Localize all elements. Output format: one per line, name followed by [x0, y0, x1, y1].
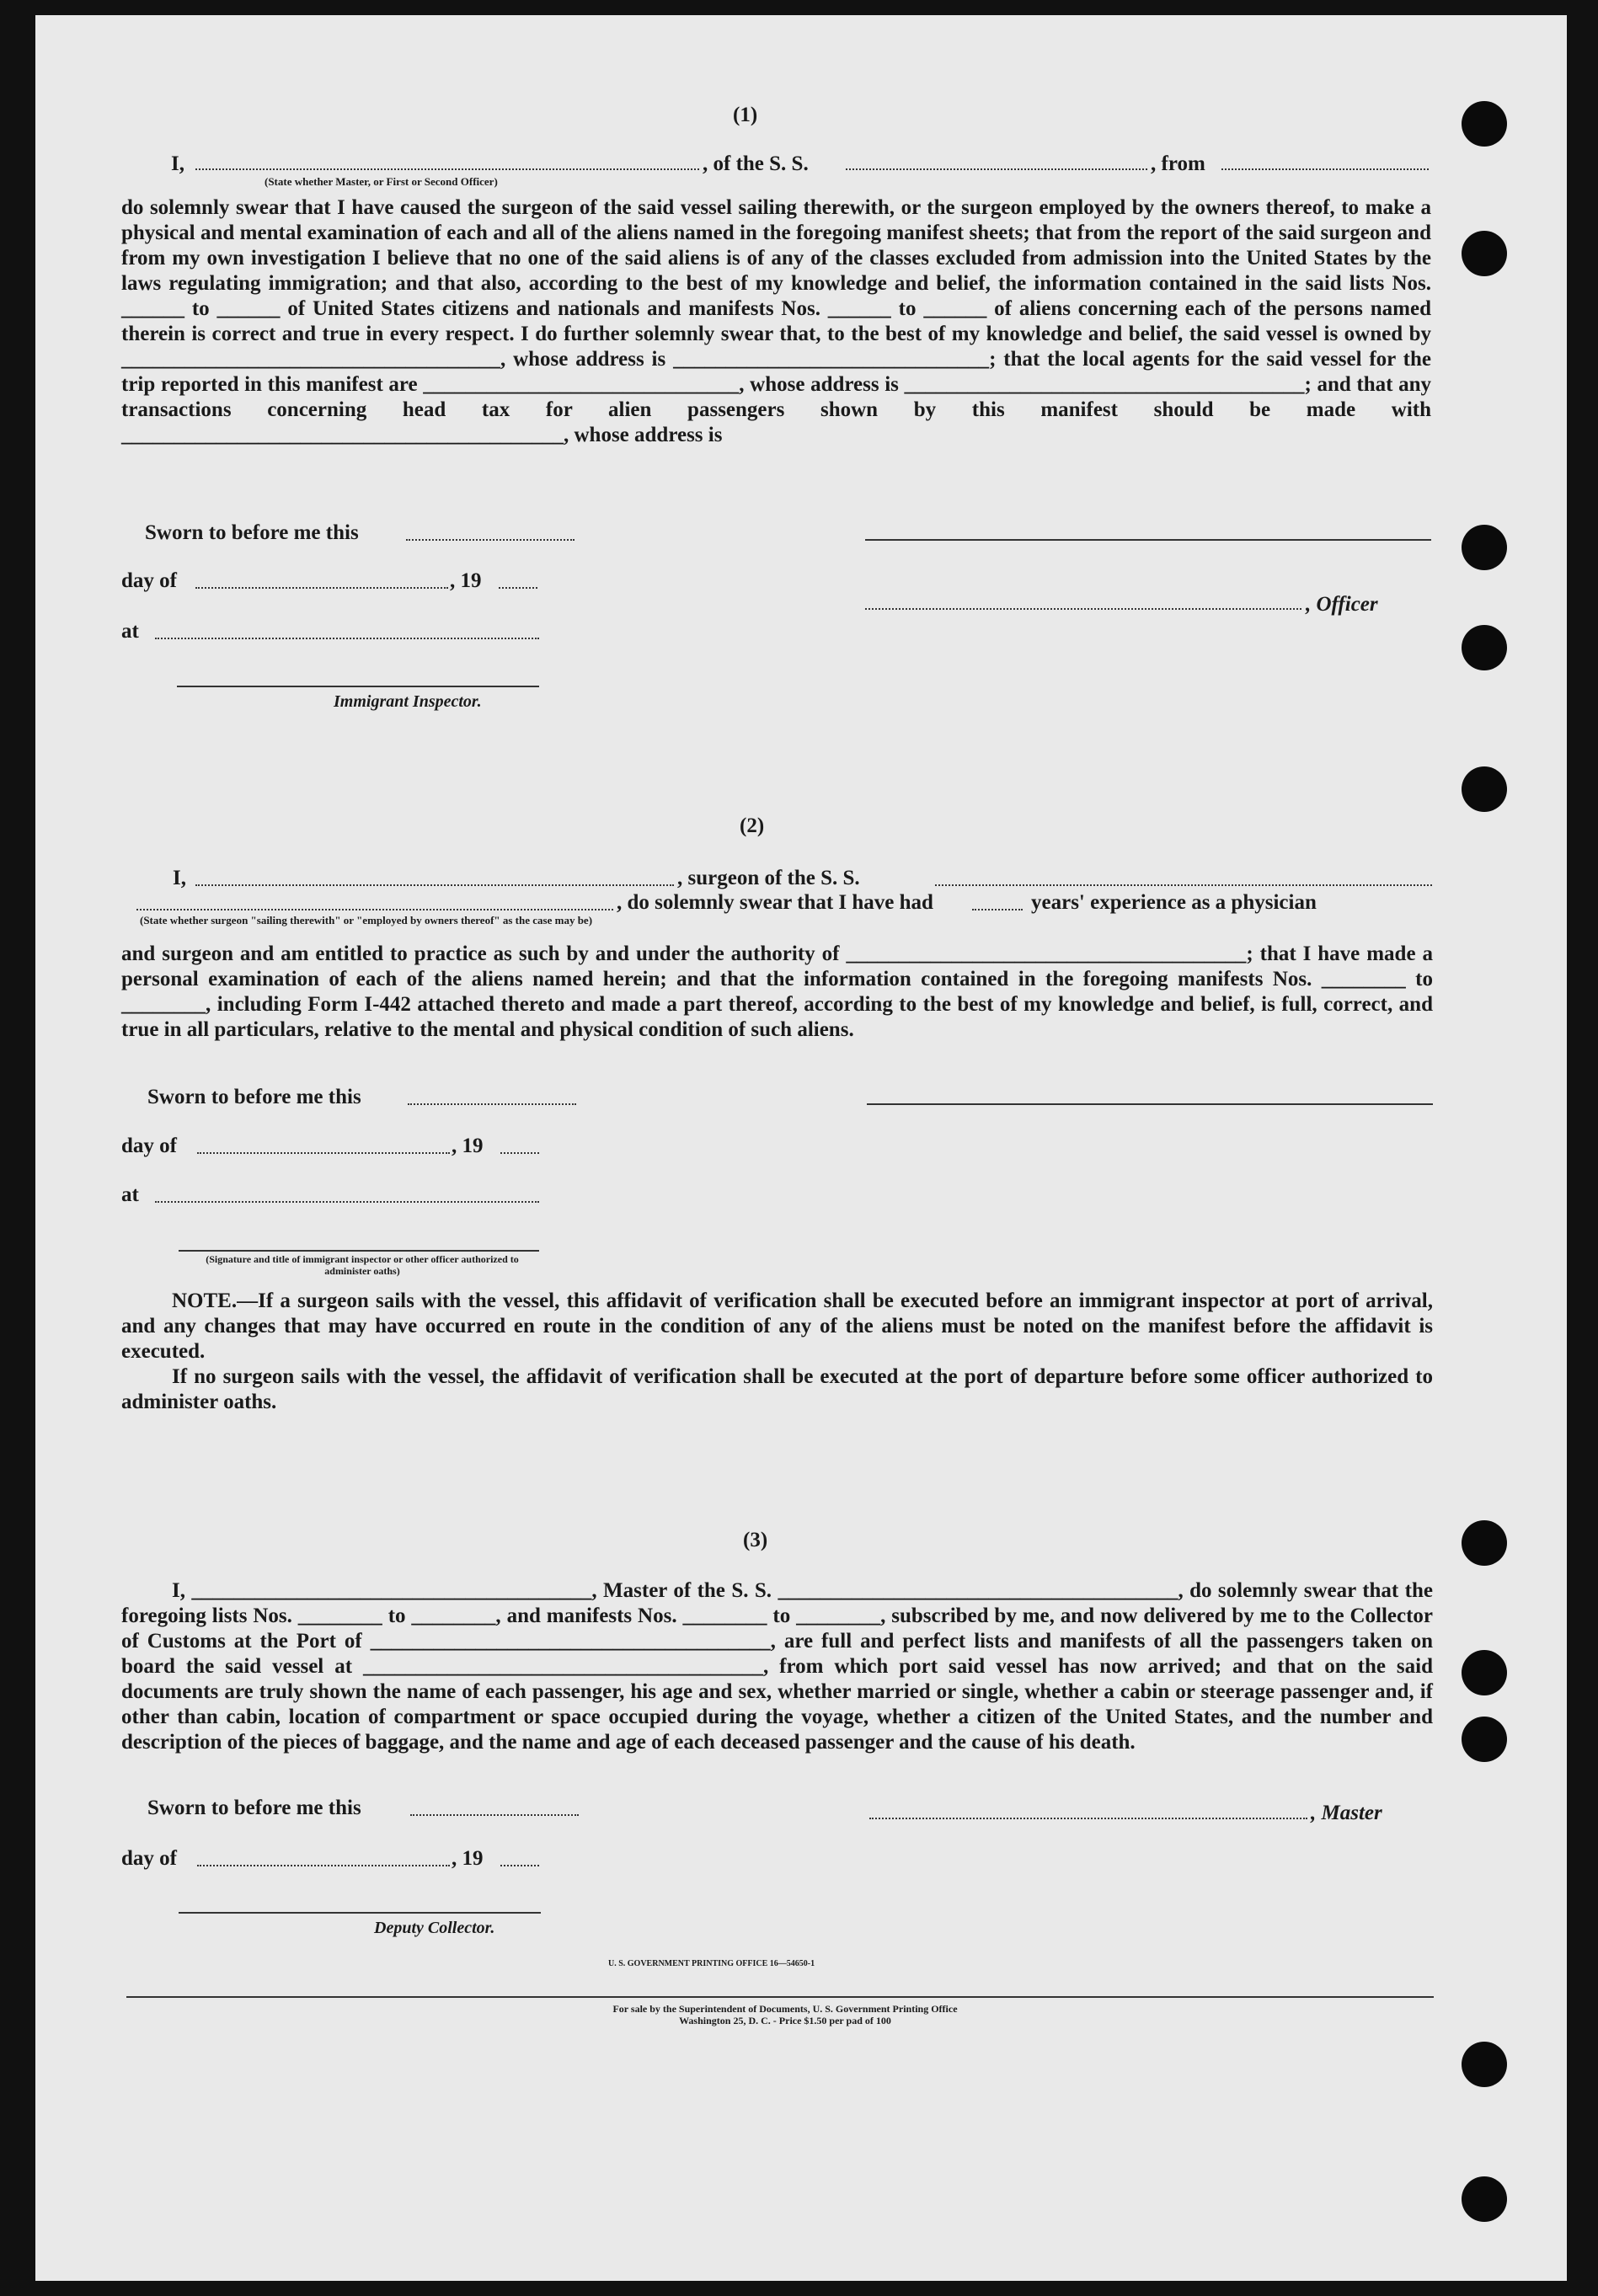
s2-year-field[interactable]	[500, 1152, 539, 1154]
s2-sworn-field[interactable]	[408, 1103, 576, 1105]
section-2-heading: (2)	[740, 814, 765, 837]
s2-ship-name-field[interactable]	[935, 884, 1432, 886]
s1-from-label: , from	[1151, 152, 1205, 175]
s1-at-label: at	[121, 620, 139, 643]
s2-day-of-label: day of	[121, 1135, 177, 1157]
s3-day-of-label: day of	[121, 1847, 177, 1870]
s1-sworn-field[interactable]	[406, 539, 575, 541]
s2-status-field[interactable]	[136, 909, 613, 910]
s3-deputy-label: Deputy Collector.	[374, 1919, 495, 1937]
punch-hole-4	[1462, 625, 1507, 670]
punch-hole-9	[1462, 2042, 1507, 2087]
s3-oath-paragraph: I, ______________________________________, Master of the S. S. ______________________________________, do solemnly swear that the foregoing lists Nos. ________ to ________, and manifests Nos. ________ to ________, subscribed by me, and now delivered by me to the Collector of Customs at the Port of ______________________________________, are full and perfect lists and manifests of all the passengers taken on board the said vessel at ______________________________________, from which port said vessel has now arrived; and that on the said documents are truly shown the name of each passenger, his age and sex, whether married or single, whether a cabin or steerage passenger and, if other than cabin, location of compartment or space occupied during the voyage, whether a citizen of the United States, and the number and description of the pieces of baggage, and the name and age of each deceased passenger and the cause of his death.	[121, 1579, 1433, 1754]
s1-oath-paragraph: do solemnly swear that I have caused the surgeon of the said vessel sailing therewith, or the surgeon employed by the owners thereof, to make a physical and mental examination of each and all of the aliens named in the foregoing manifest sheets; that from the report of the said surgeon and from my own investigation I believe that no one of the said aliens is of any of the classes excluded from admission into the United States by the laws regulating immigration; and that also, according to the best of my knowledge and belief, the information contained in the said lists Nos. ______ to ______ of United States citizens and nationals and manifests Nos. ______ to ______ of aliens concerning each of the persons named therein is correct and true in every respect. I do further solemnly swear that, to the best of my knowledge and belief, the said vessel is owned by ____________________________________, whose address is ______________________________; that the local agents for the said vessel for the trip reported in this manifest are ______________________________, whose address is ______________________________________; and that any transactions concerning head tax for alien passengers shown by this manifest should be made with __________________________________________, whose address is	[121, 196, 1431, 446]
s2-oath-paragraph: and surgeon and am entitled to practice as such by and under the authority of ______________________________________; that I have made a personal examination of each of the aliens named herein; and that the information contained in the foregoing manifests Nos. ________ to ________, including Form I-442 attached thereto and made a part thereof, according to the best of my knowledge and belief, is full, correct, and true in all particulars, relative to the mental and physical condition of such aliens.	[121, 942, 1433, 1041]
s1-day-field[interactable]	[195, 587, 448, 589]
s1-of-ss-label: , of the S. S.	[703, 152, 809, 175]
gpo-imprint: U. S. GOVERNMENT PRINTING OFFICE 16—54650-1	[608, 1959, 815, 1968]
sale-notice: For sale by the Superintendent of Documents, U. S. Government Printing Office Washington 25, D. C. - Price $1.50 per pad of 100	[612, 2003, 958, 2026]
s1-officer-note: (State whether Master, or First or Second Officer)	[265, 175, 498, 188]
s2-sworn-label: Sworn to before me this	[147, 1086, 361, 1108]
document-page	[35, 15, 1567, 2281]
s3-sworn-field[interactable]	[410, 1814, 579, 1816]
punch-hole-8	[1462, 1717, 1507, 1762]
s2-years-field[interactable]	[972, 909, 1023, 910]
s2-signature-note: (Signature and title of immigrant inspector or other officer authorized to administer oaths)	[206, 1253, 519, 1277]
s2-year-label: , 19	[452, 1135, 484, 1157]
s3-year-label: , 19	[452, 1847, 484, 1870]
punch-hole-5	[1462, 766, 1507, 812]
punch-hole-2	[1462, 231, 1507, 276]
s3-day-field[interactable]	[197, 1865, 450, 1866]
footer-rule	[126, 1996, 1434, 1998]
s2-note-1: NOTE.—If a surgeon sails with the vessel, this affidavit of verification shall be executed before an immigrant inspector at port of arrival, and any changes that may have occurred en route in the condition of any of the aliens must be noted on the manifest before the affidavit is executed.	[121, 1289, 1433, 1363]
s1-i-label: I,	[171, 152, 184, 175]
s1-officer-signature-line[interactable]	[865, 539, 1431, 541]
s2-at-field[interactable]	[155, 1201, 539, 1203]
s2-day-field[interactable]	[197, 1152, 450, 1154]
section-3-heading: (3)	[743, 1529, 768, 1551]
s2-surgeon-note: (State whether surgeon "sailing therewith" or "employed by owners thereof" as the case may be)	[140, 914, 593, 926]
s1-officer-field[interactable]	[865, 608, 1301, 610]
punch-hole-7	[1462, 1650, 1507, 1695]
s1-from-field[interactable]	[1221, 168, 1429, 170]
s2-i-label: I,	[173, 867, 186, 889]
s3-year-field[interactable]	[500, 1865, 539, 1866]
s2-at-label: at	[121, 1183, 139, 1206]
s2-swear-label: , do solemnly swear that I have had	[617, 891, 933, 914]
s2-surgeon-name-field[interactable]	[195, 884, 674, 886]
section-1-heading: (1)	[733, 104, 758, 126]
s1-at-field[interactable]	[155, 638, 539, 639]
s2-surgeon-signature-line[interactable]	[867, 1103, 1433, 1105]
s2-inspector-signature-line[interactable]	[179, 1250, 539, 1252]
s3-master-signature-field[interactable]	[869, 1818, 1307, 1819]
s2-note-2: If no surgeon sails with the vessel, the affidavit of verification shall be executed at the port of departure before some officer authorized to administer oaths.	[121, 1365, 1433, 1413]
s1-year-label: , 19	[450, 569, 482, 592]
s3-master-label: , Master	[1311, 1802, 1382, 1824]
s1-inspector-label: Immigrant Inspector.	[334, 692, 482, 711]
s2-surgeon-of-label: , surgeon of the S. S.	[677, 867, 860, 889]
s1-ship-name-field[interactable]	[846, 168, 1147, 170]
punch-hole-1	[1462, 101, 1507, 147]
punch-hole-3	[1462, 525, 1507, 570]
s3-sworn-label: Sworn to before me this	[147, 1797, 361, 1819]
s1-officer-label: , Officer	[1306, 593, 1378, 616]
punch-hole-10	[1462, 2176, 1507, 2222]
s2-years-label: years' experience as a physician	[1031, 891, 1317, 914]
s1-sworn-label: Sworn to before me this	[145, 521, 359, 544]
s1-inspector-signature-line[interactable]	[177, 686, 539, 687]
s1-day-of-label: day of	[121, 569, 177, 592]
s1-year-field[interactable]	[499, 587, 537, 589]
s1-officer-name-field[interactable]	[195, 168, 699, 170]
s3-collector-signature-line[interactable]	[179, 1912, 541, 1914]
punch-hole-6	[1462, 1520, 1507, 1566]
